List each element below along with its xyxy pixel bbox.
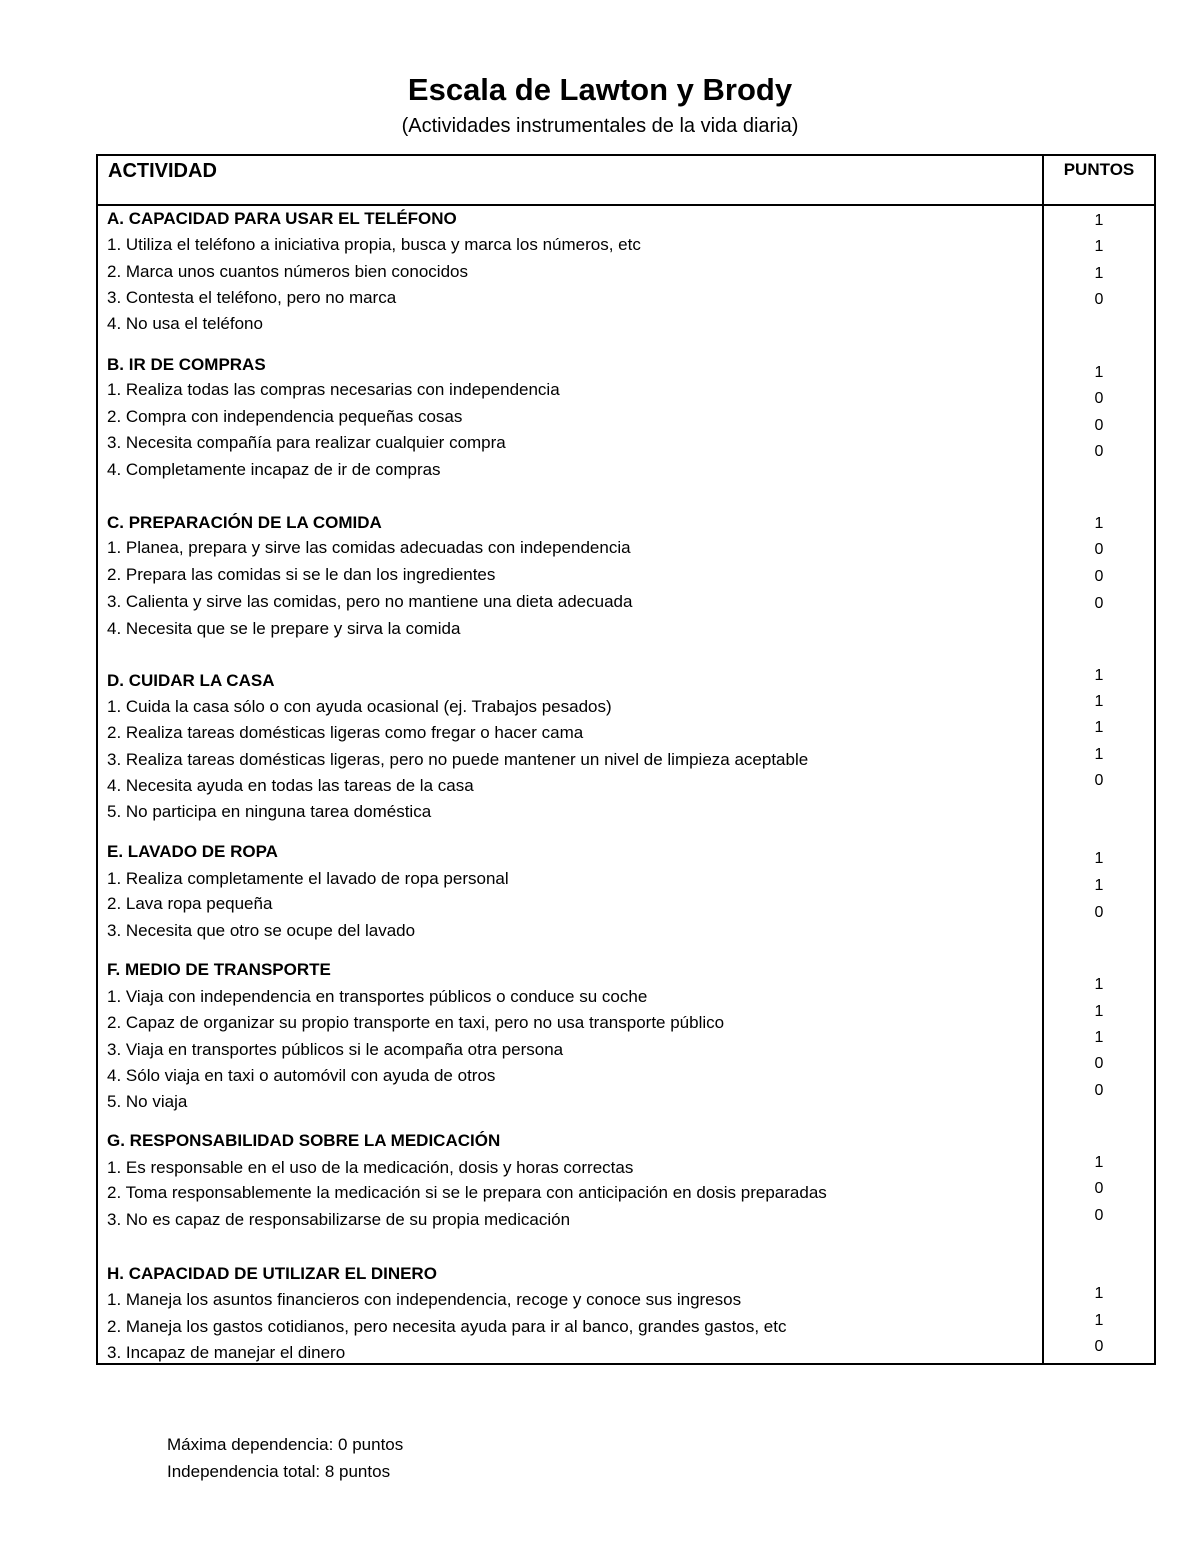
option-points: 1 — [1094, 976, 1104, 993]
section-title: C. PREPARACIÓN DE LA COMIDA — [107, 513, 382, 532]
option-text: 4. Necesita ayuda en todas las tareas de la casa — [107, 776, 474, 795]
section-title: A. CAPACIDAD PARA USAR EL TELÉFONO — [107, 209, 457, 228]
scoring-notes — [167, 1434, 403, 1488]
option-points: 1 — [1094, 877, 1104, 894]
option-points: 1 — [1094, 850, 1104, 867]
option-points: 1 — [1094, 667, 1104, 684]
note-max: Independencia total: 8 puntos — [167, 1462, 391, 1481]
option-text: 2. Prepara las comidas si se le dan los ingredientes — [107, 565, 496, 584]
option-points: 0 — [1094, 443, 1104, 460]
option-points: 0 — [1094, 904, 1104, 921]
option-points: 1 — [1094, 212, 1104, 229]
option-text: 1. Realiza todas las compras necesarias con independencia — [107, 380, 560, 399]
option-text: 2. Maneja los gastos cotidianos, pero necesita ayuda para ir al banco, grandes gastos, etc — [107, 1317, 787, 1336]
option-text: 3. Calienta y sirve las comidas, pero no mantiene una dieta adecuada — [107, 592, 633, 611]
note-min: Máxima dependencia: 0 puntos — [167, 1435, 404, 1454]
option-points: 1 — [1094, 238, 1104, 255]
option-points: 1 — [1094, 1154, 1104, 1171]
option-text: 2. Toma responsablemente la medicación si se le prepara con anticipación en dosis preparadas — [107, 1183, 827, 1202]
option-points: 1 — [1094, 515, 1104, 532]
option-points: 0 — [1094, 772, 1104, 789]
option-points: 0 — [1094, 568, 1104, 585]
option-points: 1 — [1094, 265, 1104, 282]
section-title: F. MEDIO DE TRANSPORTE — [107, 960, 331, 979]
option-text: 1. Maneja los asuntos financieros con independencia, recoge y conoce sus ingresos — [107, 1290, 742, 1309]
option-points: 1 — [1094, 746, 1104, 763]
option-points: 1 — [1094, 693, 1104, 710]
option-text: 3. Incapaz de manejar el dinero — [107, 1343, 346, 1362]
option-text: 2. Compra con independencia pequeñas cosas — [107, 407, 463, 426]
option-points: 0 — [1094, 1207, 1104, 1224]
section-title: D. CUIDAR LA CASA — [107, 671, 275, 690]
option-text: 4. Necesita que se le prepare y sirva la comida — [107, 619, 461, 638]
option-text: 3. No es capaz de responsabilizarse de su propia medicación — [107, 1210, 571, 1229]
option-text: 2. Capaz de organizar su propio transporte en taxi, pero no usa transporte público — [107, 1013, 725, 1032]
section-title: H. CAPACIDAD DE UTILIZAR EL DINERO — [107, 1264, 437, 1283]
option-text: 1. Planea, prepara y sirve las comidas adecuadas con independencia — [107, 538, 631, 557]
option-text: 3. Realiza tareas domésticas ligeras, pero no puede mantener un nivel de limpieza aceptable — [107, 750, 809, 769]
option-points: 0 — [1094, 291, 1104, 308]
option-points: 1 — [1094, 719, 1104, 736]
option-text: 1. Viaja con independencia en transportes públicos o conduce su coche — [107, 987, 648, 1006]
section-title: B. IR DE COMPRAS — [107, 355, 266, 374]
option-text: 3. Viaja en transportes públicos si le acompaña otra persona — [107, 1040, 564, 1059]
option-points: 0 — [1094, 390, 1104, 407]
header-points: PUNTOS — [1063, 160, 1135, 179]
option-text: 1. Es responsable en el uso de la medicación, dosis y horas correctas — [107, 1158, 634, 1177]
option-text: 5. No viaja — [107, 1092, 188, 1111]
option-text: 1. Utiliza el teléfono a iniciativa propia, busca y marca los números, etc — [107, 235, 641, 254]
option-text: 2. Marca unos cuantos números bien conocidos — [107, 262, 468, 281]
option-points: 0 — [1094, 595, 1104, 612]
option-points: 1 — [1094, 364, 1104, 381]
option-text: 5. No participa en ninguna tarea doméstica — [107, 802, 432, 821]
option-text: 3. Necesita compañía para realizar cualquier compra — [107, 433, 506, 452]
option-points: 1 — [1094, 1312, 1104, 1329]
header-activity: ACTIVIDAD — [108, 160, 217, 182]
option-points: 0 — [1094, 1082, 1104, 1099]
option-points: 0 — [1094, 1338, 1104, 1355]
option-points: 0 — [1094, 541, 1104, 558]
option-text: 2. Lava ropa pequeña — [107, 894, 273, 913]
page-title: Escala de Lawton y Brody — [407, 72, 793, 107]
option-points: 1 — [1094, 1285, 1104, 1302]
page-subtitle: (Actividades instrumentales de la vida diaria) — [401, 115, 799, 137]
option-text: 2. Realiza tareas domésticas ligeras como fregar o hacer cama — [107, 723, 584, 742]
option-text: 4. No usa el teléfono — [107, 314, 263, 333]
option-points: 0 — [1094, 1180, 1104, 1197]
option-points: 0 — [1094, 1055, 1104, 1072]
option-text: 1. Realiza completamente el lavado de ropa personal — [107, 869, 509, 888]
option-text: 4. Sólo viaja en taxi o automóvil con ayuda de otros — [107, 1066, 496, 1085]
section-title: E. LAVADO DE ROPA — [107, 842, 278, 861]
header-divider — [96, 204, 1156, 206]
option-points: 1 — [1094, 1003, 1104, 1020]
option-text: 3. Contesta el teléfono, pero no marca — [107, 288, 397, 307]
option-text: 3. Necesita que otro se ocupe del lavado — [107, 921, 416, 940]
section-title: G. RESPONSABILIDAD SOBRE LA MEDICACIÓN — [107, 1131, 501, 1150]
option-text: 4. Completamente incapaz de ir de compras — [107, 460, 441, 479]
option-points: 0 — [1094, 417, 1104, 434]
option-text: 1. Cuida la casa sólo o con ayuda ocasional (ej. Trabajos pesados) — [107, 697, 612, 716]
option-points: 1 — [1094, 1029, 1104, 1046]
